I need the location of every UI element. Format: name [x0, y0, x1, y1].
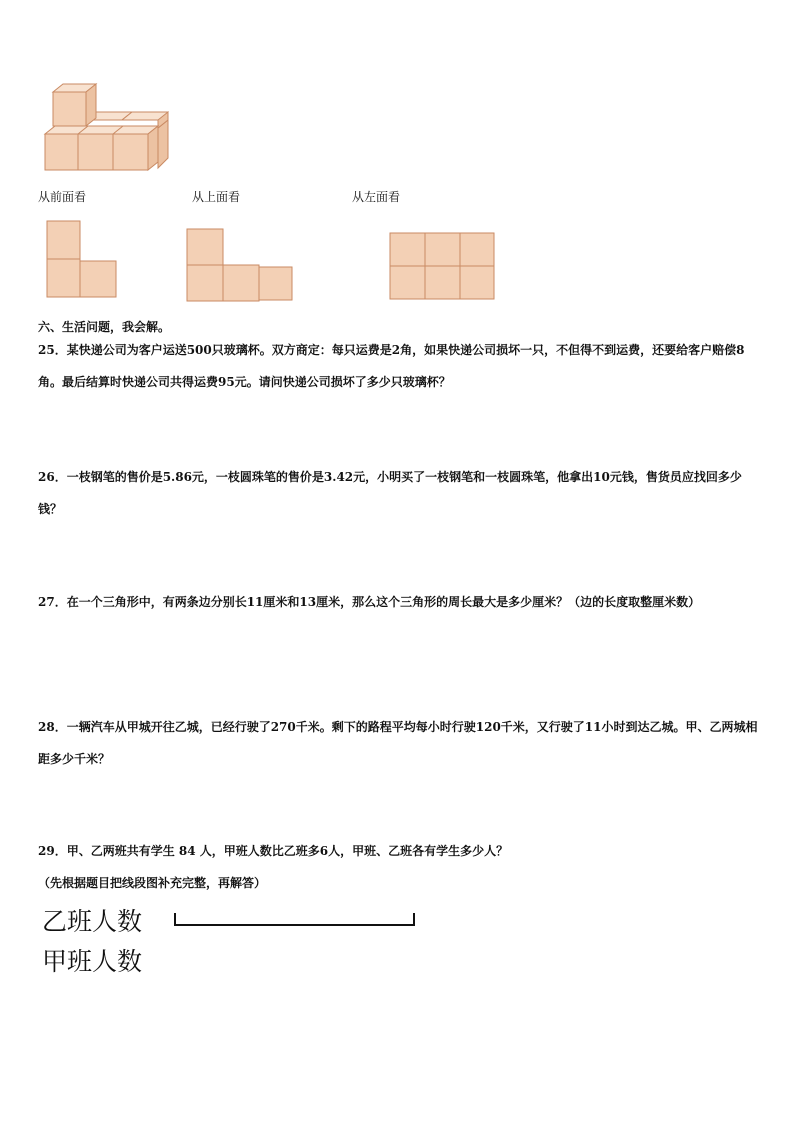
- question-28: 28．一辆汽车从甲城开往乙城，已经行驶了270千米。剩下的路程平均每小时行驶120千米，又行驶了11小时到达乙城。甲、乙两城相距多少千米？: [38, 720, 758, 766]
- question-29-note: （先根据题目把线段图补充完整，再解答）: [38, 876, 267, 890]
- question-26: 26．一枝钢笔的售价是5.86元，一枝圆珠笔的售价是3.42元，小明买了一枝钢笔和一枝圆珠笔，他拿出10元钱，售货员应找回多少钱？: [38, 470, 742, 516]
- segment-label-jia: 甲班人数: [42, 947, 143, 976]
- front-view-grid: [46, 220, 121, 300]
- question-25: 25．某快递公司为客户运送500只玻璃杯。双方商定：每只运费是2角，如果快递公司损坏一只，不但得不到运费，还要给客户赔偿8角。最后结算时快递公司共得运费95元。请问快递公司损坏了多少只玻璃杯？: [38, 343, 745, 389]
- left-view-grid: [389, 232, 499, 302]
- cube-front-row: [45, 126, 158, 170]
- left-view-label: 从左面看: [352, 190, 401, 204]
- cube-stack-figure: [40, 78, 180, 178]
- top-view-label: 从上面看: [192, 190, 241, 204]
- question-29: 29．甲、乙两班共有学生 84 人，甲班人数比乙班多6人，甲班、乙班各有学生多少人？: [38, 844, 509, 858]
- segment-label-yi: 乙班人数: [42, 907, 143, 936]
- segment-line-yi: [172, 912, 422, 932]
- question-27: 27．在一个三角形中，有两条边分别长11厘米和13厘米，那么这个三角形的周长最大是多少厘米？（边的长度取整厘米数）: [38, 595, 701, 609]
- top-view-grid: [186, 228, 296, 303]
- front-view-label: 从前面看: [38, 190, 87, 204]
- cube-top: [53, 84, 96, 126]
- section-title: 六、生活问题，我会解。: [38, 320, 171, 334]
